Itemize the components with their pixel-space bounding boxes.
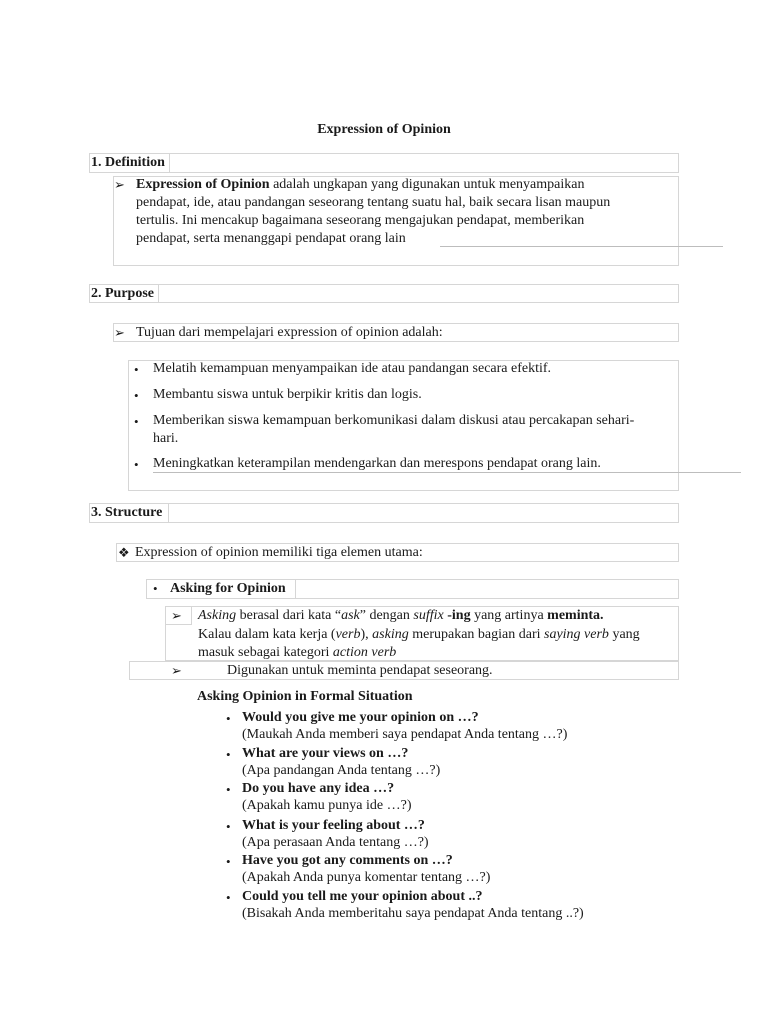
asking-line-2-part: yang bbox=[608, 627, 640, 642]
formal-phrase: What is your feeling about …? bbox=[242, 818, 425, 833]
asking-use: Digunakan untuk meminta pendapat seseorang. bbox=[227, 663, 493, 678]
formal-phrase: Have you got any comments on …? bbox=[242, 853, 453, 868]
formal-phrase: What are your views on …? bbox=[242, 746, 409, 761]
asking-line-1-part: ask bbox=[341, 608, 360, 623]
bullet-icon: • bbox=[226, 747, 231, 762]
definition-rule bbox=[440, 246, 723, 247]
bullet-icon: • bbox=[134, 414, 139, 429]
formal-heading: Asking Opinion in Formal Situation bbox=[197, 689, 413, 704]
asking-line-1-part: suffix bbox=[413, 608, 444, 623]
purpose-heading: 2. Purpose bbox=[91, 286, 154, 301]
structure-heading-frame bbox=[89, 503, 679, 523]
asking-line-2-part: merupakan bagian dari bbox=[408, 627, 544, 642]
asking-line-3-part: action verb bbox=[332, 645, 397, 660]
arrow-icon: ➢ bbox=[171, 663, 182, 678]
asking-line-1 bbox=[198, 607, 604, 625]
asking-line-3-part: masuk sebagai kategori bbox=[198, 645, 333, 660]
definition-line-4: pendapat, serta menanggapi pendapat orang lain bbox=[136, 231, 406, 246]
asking-heading: Asking for Opinion bbox=[170, 581, 286, 596]
bullet-icon: • bbox=[226, 890, 231, 905]
formal-translation: (Apakah Anda punya komentar tentang …?) bbox=[242, 870, 491, 885]
formal-phrase: Would you give me your opinion on …? bbox=[242, 710, 479, 725]
asking-line-3 bbox=[198, 644, 396, 662]
definition-heading: 1. Definition bbox=[91, 155, 165, 170]
definition-line-1 bbox=[136, 176, 584, 194]
bullet-icon: • bbox=[134, 388, 139, 403]
bullet-icon: • bbox=[134, 362, 139, 377]
purpose-heading-frame bbox=[89, 284, 679, 303]
structure-intro: Expression of opinion memiliki tiga elemen utama: bbox=[135, 545, 423, 560]
asking-line-2-part: ), bbox=[360, 627, 373, 642]
arrow-icon: ➢ bbox=[114, 177, 125, 192]
definition-term: Expression of Opinion bbox=[136, 177, 270, 192]
diamond-icon: ❖ bbox=[118, 545, 130, 560]
bullet-icon: • bbox=[226, 854, 231, 869]
purpose-item-2: Membantu siswa untuk berpikir kritis dan logis. bbox=[153, 387, 422, 402]
arrow-icon: ➢ bbox=[114, 325, 125, 340]
bullet-icon: • bbox=[226, 782, 231, 797]
document-title: Expression of Opinion bbox=[317, 122, 451, 137]
bullet-icon: • bbox=[153, 581, 158, 596]
asking-line-2 bbox=[198, 626, 640, 644]
purpose-item-4: Meningkatkan keterampilan mendengarkan dan merespons pendapat orang lain. bbox=[153, 456, 601, 471]
asking-line-2-part: asking bbox=[372, 627, 409, 642]
definition-line-1-rest: adalah ungkapan yang digunakan untuk menyampaikan bbox=[269, 177, 585, 192]
formal-translation: (Maukah Anda memberi saya pendapat Anda tentang …?) bbox=[242, 727, 568, 742]
structure-heading: 3. Structure bbox=[91, 505, 163, 520]
definition-line-3: tertulis. Ini mencakup bagaimana seseorang mengajukan pendapat, memberikan bbox=[136, 213, 585, 228]
purpose-intro: Tujuan dari mempelajari expression of opinion adalah: bbox=[136, 325, 443, 340]
asking-line-2-part: saying verb bbox=[544, 627, 609, 642]
asking-line-1-part: meminta. bbox=[547, 608, 604, 623]
asking-line-1-part: ” dengan bbox=[359, 608, 414, 623]
formal-translation: (Bisakah Anda memberitahu saya pendapat Anda tentang ..?) bbox=[242, 906, 584, 921]
formal-translation: (Apakah kamu punya ide …?) bbox=[242, 798, 412, 813]
asking-line-1-part: Asking bbox=[198, 608, 237, 623]
bullet-icon: • bbox=[226, 819, 231, 834]
asking-line-2-part: verb bbox=[335, 627, 361, 642]
definition-heading-frame bbox=[89, 153, 679, 173]
asking-line-1-part: berasal dari kata “ bbox=[236, 608, 342, 623]
asking-line-1-part: -ing bbox=[443, 608, 471, 623]
bullet-icon: • bbox=[134, 457, 139, 472]
definition-line-2: pendapat, ide, atau pandangan seseorang tentang suatu hal, baik secara lisan maupun bbox=[136, 195, 611, 210]
formal-translation: (Apa pandangan Anda tentang …?) bbox=[242, 763, 441, 778]
formal-translation: (Apa perasaan Anda tentang …?) bbox=[242, 835, 429, 850]
formal-phrase: Could you tell me your opinion about ..? bbox=[242, 889, 483, 904]
asking-line-1-part: yang artinya bbox=[470, 608, 548, 623]
bullet-icon: • bbox=[226, 711, 231, 726]
purpose-item-1: Melatih kemampuan menyampaikan ide atau pandangan secara efektif. bbox=[153, 361, 552, 376]
arrow-icon: ➢ bbox=[171, 608, 182, 623]
asking-line-2-part: Kalau dalam kata kerja ( bbox=[198, 627, 336, 642]
formal-phrase: Do you have any idea …? bbox=[242, 781, 395, 796]
purpose-item-3-cont: hari. bbox=[153, 431, 179, 446]
purpose-item-3: Memberikan siswa kemampuan berkomunikasi dalam diskusi atau percakapan sehari- bbox=[153, 413, 635, 428]
